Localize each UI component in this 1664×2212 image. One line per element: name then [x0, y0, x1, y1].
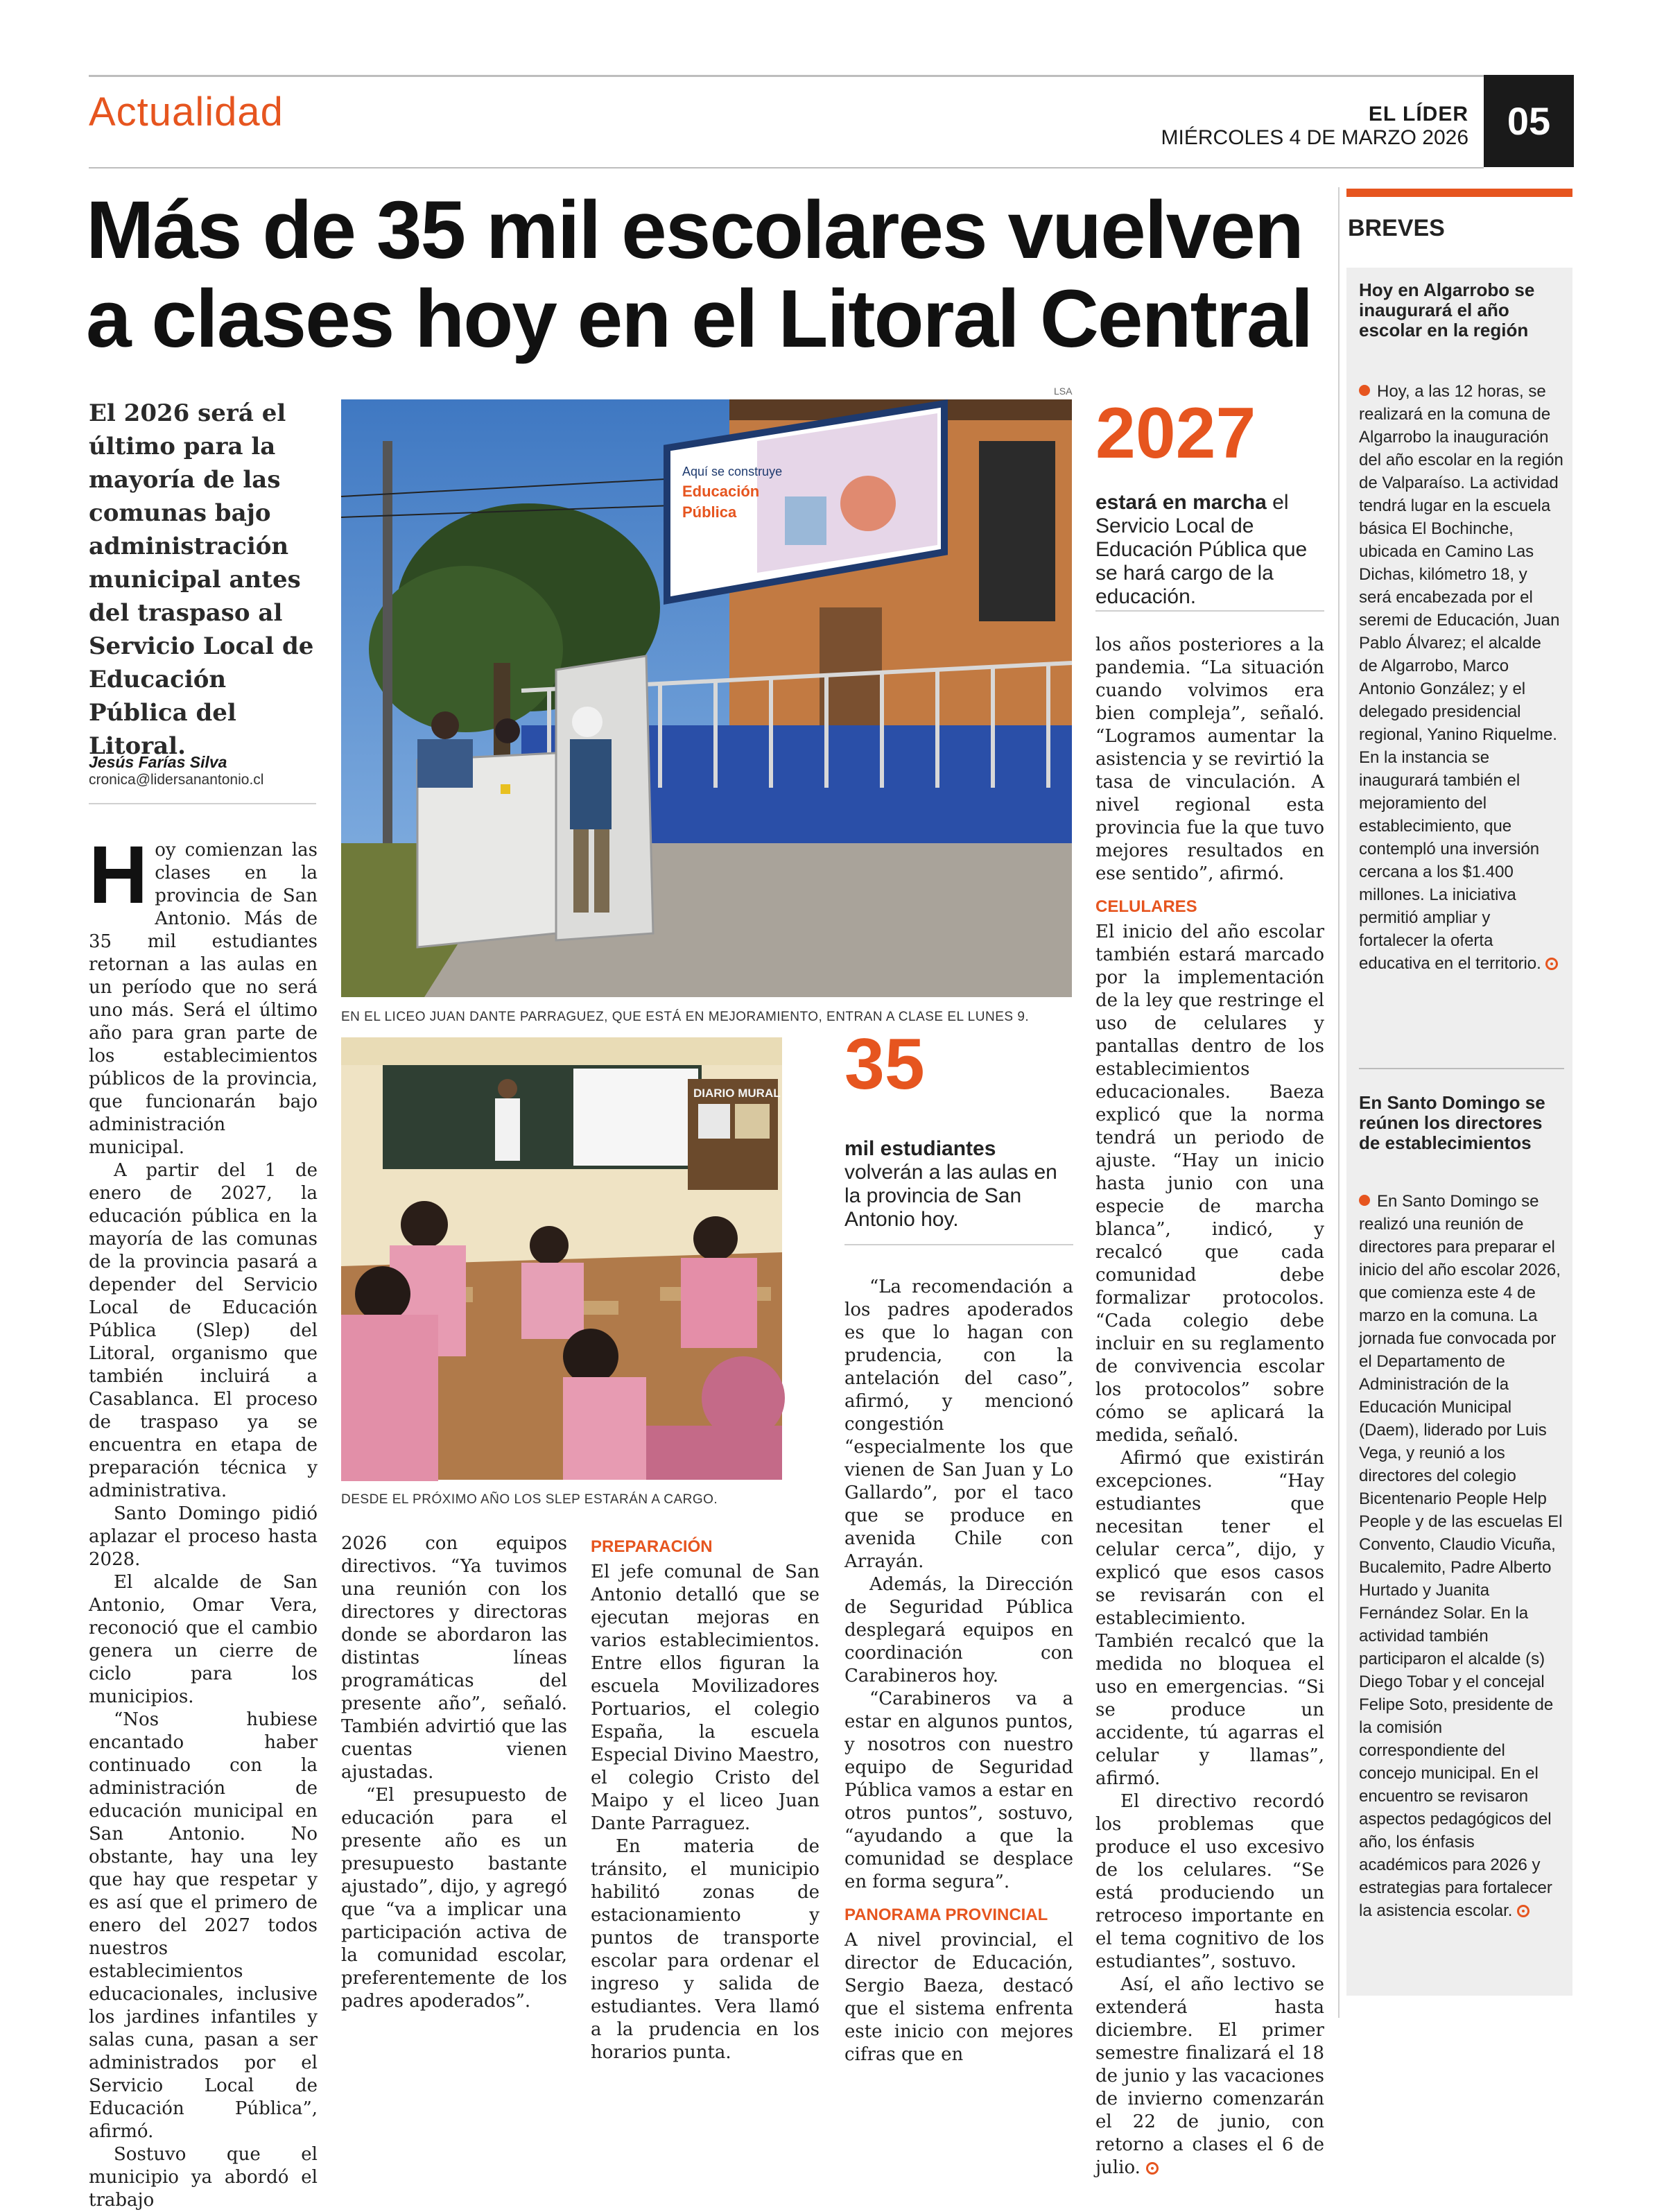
end-mark-icon	[1517, 1905, 1529, 1917]
article-column-4	[844, 1276, 1073, 2066]
article-column-5	[1095, 634, 1324, 2179]
paragraph: El alcalde de San Antonio, Omar Vera, reconoció que el cambio genera un cierre de ciclo para los municipios.	[89, 1572, 318, 1707]
paragraph: los años posteriores a la pandemia. “La situación cuando volvimos era bien compleja”, señaló. “Logramos aumentar la asistencia y se revirtió la tasa de vinculación. A nivel regional esta provincia fue la que tuvo mejores resultados en ese sentido”, afirmó.	[1095, 634, 1324, 884]
billboard-text-1: Aquí se construye	[682, 465, 783, 478]
photo2-caption: DESDE EL PRÓXIMO AÑO LOS SLEP ESTARÁN A CARGO.	[341, 1492, 718, 1507]
paragraph: A partir del 1 de enero de 2027, la educación pública en la mayoría de las comunas de la provincia pasará a depender del Servicio Local de Educación Pública (Slep) del Litoral, organismo que también incluirá a Casablanca. El proceso de traspaso ya se encuentra en etapa de preparación técnica y administrativa.	[89, 1160, 318, 1501]
stat-2027-text: estará en marcha el Servicio Local de Educación Pública que se hará cargo de la educación.	[1095, 491, 1308, 608]
stat-35-text: mil estudiantes volverán a las aulas en la provincia de San Antonio hoy.	[844, 1137, 1057, 1231]
headline	[86, 186, 1334, 363]
paragraph: Así, el año lectivo se extenderá hasta diciembre. El primer semestre finalizará el 18 de junio y las vacaciones de invierno comenzarán el 22 de junio, con retorno a clases el 6 de julio.	[1095, 1974, 1324, 2178]
author-email: cronica@lidersanantonio.cl	[89, 772, 264, 788]
paragraph: Además, la Dirección de Seguridad Pública desplegará equipos en coordinación con Carabineros hoy.	[844, 1574, 1073, 1686]
article-column-1	[89, 829, 318, 2212]
article-column-3	[591, 1526, 820, 2064]
byline	[89, 753, 324, 788]
issue-date: MIÉRCOLES 4 DE MARZO 2026	[1161, 126, 1468, 149]
billboard-text-2: Educación	[682, 483, 760, 500]
stat-2027-rule	[1095, 610, 1324, 612]
billboard-text-3: Pública	[682, 503, 737, 521]
brief-2-body: En Santo Domingo se realizó una reunión de directores para preparar el inicio del año escolar 2026, que comienza este 4 de marzo en la comuna. La jornada fue convocada por el Departamento de Administración de la Educación Municipal (Daem), liderado por Luis Vega, y reunió a los directores del colegio Bicentenario People Help People y de las escuelas El Convento, Claudio Vicuña, Bucalemito, Padre Alberto Hurtado y Juanita Fernández Solar. En la actividad también participaron el alcalde (s) Diego Tobar y el concejal Felipe Soto, presidente de la comisión correspondiente del concejo municipal. En el encuentro se revisaron aspectos pedagógicos del año, los énfasis académicos para 2026 y estrategias para fortalecer la asistencia escolar.	[1359, 1192, 1563, 1920]
sidebar-separator	[1338, 187, 1340, 2018]
paragraph: Afirmó que existirán excepciones. “Hay estudiantes que necesitan tener el celular cerca”, dijo, y explicó que esos casos se revisarán con el establecimiento. También recalcó que la medida no bloquea el uso en emergencias. “Si se produce un accidente, tú agarras el celular y llamas”, afirmó.	[1095, 1448, 1324, 1789]
paragraph: El directivo recordó los problemas que produce el uso excesivo de los celulares. “Se está produciendo un retroceso importante en el tema cognitivo de los estudiantes”, sostuvo.	[1095, 1791, 1324, 1972]
subhead-panorama: PANORAMA PROVINCIAL	[844, 1906, 1048, 1924]
mural-label: DIARIO MURAL	[693, 1087, 781, 1100]
paragraph: El jefe comunal de San Antonio detalló que se ejecutan mejoras en varios establecimientos. Entre ellos figuran la escuela Movilizadores Portuarios, el colegio España, la escuela Especial Divino Maestro, el colegio Cristo del Maipo y el liceo Juan Dante Parraguez.	[591, 1562, 820, 1834]
paragraph: “Carabineros va a estar en algunos puntos, y nosotros con nuestro equipo de Seguridad Pública vamos a estar en otros puntos”, sostuvo, “ayudando a que la comunidad se desplace en forma segura”.	[844, 1688, 1073, 1892]
paragraph: El inicio del año escolar también estará marcado por la implementación de la ley que restringe el uso de celulares y pantallas dentro de los establecimientos educacionales. Baeza explicó que la norma tendrá un periodo de ajuste. “Hay un inicio hasta junio con una especie de marcha blanca”, indicó, y recalcó que cada comunidad debe formalizar protocolos. “Cada colegio debe incluir en su reglamento de convivencia escolar los protocolos” sobre cómo se aplicará la medida, señaló.	[1095, 922, 1324, 1446]
photo1-caption: EN EL LICEO JUAN DANTE PARRAGUEZ, QUE ESTÁ EN MEJORAMIENTO, ENTRAN A CLASE EL LUNES 9.	[341, 1010, 1030, 1024]
end-mark-icon	[1545, 958, 1558, 970]
photo-liceo-svg	[341, 399, 1072, 997]
photo-credit: LSA	[1054, 386, 1073, 397]
stat-2027-number: 2027	[1095, 393, 1256, 474]
photo-classroom-svg	[341, 1037, 782, 1480]
photo-classroom	[341, 1037, 782, 1480]
headline-line-2: a clases hoy en el Litoral Central	[86, 273, 1312, 365]
article-column-2	[341, 1532, 567, 2013]
sidebar-title: BREVES	[1348, 215, 1445, 241]
page-number: 05	[1484, 75, 1574, 167]
paragraph: “La recomendación a los padres apoderados es que lo hagan con prudencia, con la antelación del caso”, afirmó, y mencionó congestión “especialmente los que vienen de San Juan y Lo Gallardo”, por el taco que se produce en avenida Chile con Arrayán.	[844, 1277, 1073, 1572]
paragraph: A nivel provincial, el director de Educación, Sergio Baeza, destacó que el sistema enfrenta este inicio con mejores cifras que en	[844, 1930, 1073, 2065]
section-label: Actualidad	[89, 89, 284, 135]
brief-2-title: En Santo Domingo se reúnen los directores de establecimientos	[1359, 1092, 1545, 1153]
paragraph: Hoy comienzan las clases en la provincia de San Antonio. Más de 35 mil estudiantes retornan a las aulas en un período que no será uno más. Será el último año para gran parte de los establecimientos públicos de la provincia, que funcionarán bajo administración municipal.	[89, 829, 318, 1158]
sidebar-accent-bar	[1346, 189, 1572, 197]
bullet-icon	[1359, 1195, 1370, 1206]
dek: El 2026 será el último para la mayoría de las comunas bajo administración municipal antes del traspaso al Servicio Local de Educación Pública del Litoral.	[89, 399, 314, 760]
paragraph: Santo Domingo pidió aplazar el proceso hasta 2028.	[89, 1503, 318, 1570]
masthead	[1161, 103, 1468, 150]
dropcap: H	[89, 829, 148, 921]
paper-name: EL LÍDER	[1368, 103, 1468, 126]
bullet-icon	[1359, 385, 1370, 396]
paragraph: “Nos hubiese encantado haber continuado con la administración de educación municipal en San Antonio. No obstante, hay una ley que hay que respetar y es así que el primero de enero del 2027 todos nuestros establecimientos educacionales, inclusive los jardines infantiles y salas cuna, pasan a ser administrados por el Servicio Local de Educación Pública”, afirmó.	[89, 1709, 318, 2142]
brief-1-body: Hoy, a las 12 horas, se realizará en la comuna de Algarrobo la inauguración del año escolar en la región de Valparaíso. La actividad tendrá lugar en la escuela básica El Bochinche, ubicada en Camino Las Dichas, kilómetro 18, y será encabezada por el seremi de Educación, Juan Pablo Álvarez; el alcalde de Algarrobo, Marco Antonio González; y el delegado presidencial regional, Yanino Riquelme. En la instancia se inaugurará también el mejoramiento del establecimiento, que contempló una inversión cercana a los $1.400 millones. La iniciativa permitió ampliar y fortalecer la oferta educativa en el territorio.	[1359, 382, 1563, 973]
brief-divider	[1359, 1068, 1564, 1069]
paragraph: “El presupuesto de educación para el presente año es un presupuesto bastante ajustado”, dijo, y agregó que “va a implicar una participación activa de la comunidad escolar, preferentemente de los padres apoderados”.	[341, 1785, 567, 2012]
stat-35-rule	[844, 1244, 1073, 1245]
stat-35-number: 35	[844, 1024, 925, 1105]
paragraph: 2026 con equipos directivos. “Ya tuvimos una reunión con los directores y directoras donde se abordaron las distintas líneas programáticas del presente año”, señaló. También advirtió que las cuentas vienen ajustadas.	[341, 1533, 567, 1783]
headline-line-1: Más de 35 mil escolares vuelven	[86, 184, 1303, 276]
header-rule	[89, 167, 1484, 169]
subhead-preparacion: PREPARACIÓN	[591, 1537, 713, 1556]
byline-rule	[89, 803, 316, 804]
top-rule	[89, 75, 1572, 77]
end-mark-icon	[1146, 2162, 1159, 2175]
photo-liceo-exterior	[341, 399, 1072, 997]
subhead-celulares: CELULARES	[1095, 897, 1197, 916]
paragraph: En materia de tránsito, el municipio habilitó zonas de estacionamiento y puntos de transporte escolar para ordenar el ingreso y salida de estudiantes. Vera llamó a la prudencia en los horarios punta.	[591, 1836, 820, 2063]
author: Jesús Farías Silva	[89, 753, 227, 771]
paragraph: Sostuvo que el municipio ya abordó el trabajo	[89, 2144, 318, 2211]
brief-1-title: Hoy en Algarrobo se inaugurará el año escolar en la región	[1359, 279, 1535, 340]
